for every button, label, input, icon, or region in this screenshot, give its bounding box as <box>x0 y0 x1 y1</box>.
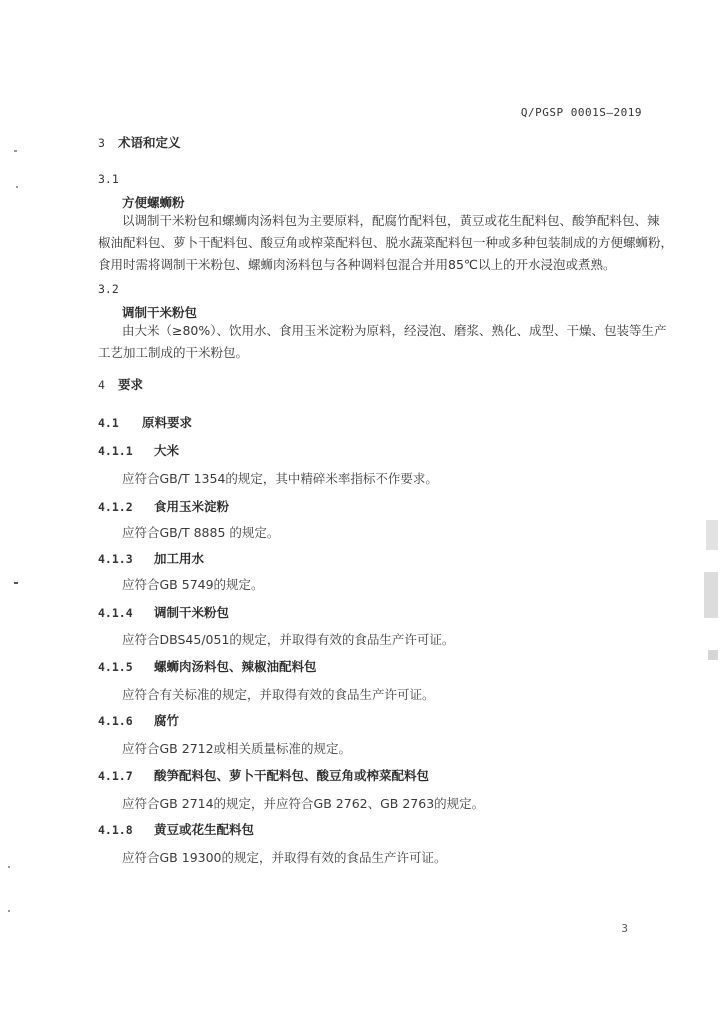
clause-number: 4.1.7 <box>98 769 133 783</box>
clause-title: 腐竹 <box>154 713 180 728</box>
clause-text: 应符合GB 2714的规定，并应符合GB 2762、GB 2763的规定。 <box>122 796 485 811</box>
clause-text: 应符合GB 5749的规定。 <box>122 577 264 592</box>
definition-line: 由大米（≥80%）、饮用水、食用玉米淀粉为原料，经浸泡、磨浆、熟化、成型、干燥、包装等生产 <box>122 323 667 338</box>
section-3-heading <box>98 134 181 152</box>
clause-text: 应符合GB/T 1354的规定，其中精碎米率指标不作要求。 <box>122 471 438 486</box>
term-number-text: 3.1 <box>98 172 119 186</box>
scan-speck <box>16 186 18 188</box>
clause-heading <box>98 821 254 839</box>
section-title: 要求 <box>118 377 144 392</box>
clause-number: 4.1.1 <box>98 444 133 458</box>
term-definition <box>98 210 674 276</box>
definition-line: 以调制干米粉包和螺蛳肉汤料包为主要原料，配腐竹配料包，黄豆或花生配料包、酸笋配料包、辣 <box>122 213 660 228</box>
scan-shadow <box>708 650 718 660</box>
scan-speck <box>14 582 18 584</box>
clause-number: 4.1.8 <box>98 823 133 837</box>
clause-heading <box>98 498 229 516</box>
subsection-number: 4.1 <box>98 416 119 430</box>
term-number <box>98 170 119 188</box>
section-title: 术语和定义 <box>118 135 181 150</box>
clause-title: 大米 <box>154 443 180 458</box>
clause-heading <box>98 550 204 568</box>
section-number: 3 <box>98 136 105 150</box>
section-4-heading <box>98 376 143 394</box>
clause-heading <box>98 604 229 622</box>
page-number: 3 <box>621 922 628 935</box>
clause-text: 应符合GB 19300的规定，并取得有效的食品生产许可证。 <box>122 850 447 865</box>
definition-line: 食用时需将调制干米粉包、螺蛳肉汤料包与各种调料包混合并用85℃以上的开水浸泡或煮熟。 <box>98 257 616 272</box>
clause-text: 应符合DBS45/051的规定，并取得有效的食品生产许可证。 <box>122 632 455 647</box>
clause-heading <box>98 658 317 676</box>
clause-title: 食用玉米淀粉 <box>154 499 230 514</box>
clause-text: 应符合GB 2712或相关质量标准的规定。 <box>122 741 352 756</box>
clause-title: 黄豆或花生配料包 <box>154 822 255 837</box>
section-number: 4 <box>98 378 105 392</box>
definition-line: 椒油配料包、萝卜干配料包、酸豆角或榨菜配料包、脱水蔬菜配料包一种或多种包装制成的方便螺蛳粉， <box>98 235 674 250</box>
clause-text: 应符合GB/T 8885 的规定。 <box>122 525 280 540</box>
scan-shadow <box>704 572 718 618</box>
clause-title: 调制干米粉包 <box>154 605 230 620</box>
clause-number: 4.1.6 <box>98 714 133 728</box>
term-number <box>98 280 119 298</box>
clause-title: 酸笋配料包、萝卜干配料包、酸豆角或榨菜配料包 <box>154 768 430 783</box>
clause-number: 4.1.4 <box>98 606 133 620</box>
scan-speck <box>14 150 17 152</box>
subsection-4-1-heading <box>98 414 192 432</box>
subsection-title: 原料要求 <box>142 415 193 430</box>
clause-text: 应符合有关标准的规定，并取得有效的食品生产许可证。 <box>122 687 435 702</box>
scan-shadow <box>706 520 718 550</box>
term-title: 方便螺蛳粉 <box>122 195 185 210</box>
clause-number: 4.1.5 <box>98 660 133 674</box>
term-number-text: 3.2 <box>98 282 119 296</box>
clause-title: 加工用水 <box>154 551 205 566</box>
clause-number: 4.1.2 <box>98 500 133 514</box>
term-title: 调制干米粉包 <box>122 305 198 320</box>
definition-line: 工艺加工制成的干米粉包。 <box>98 345 249 360</box>
clause-heading <box>98 767 429 785</box>
document-code: Q/PGSP 0001S—2019 <box>520 106 642 119</box>
clause-title: 螺蛳肉汤料包、辣椒油配料包 <box>154 659 317 674</box>
clause-heading <box>98 442 179 460</box>
clause-number: 4.1.3 <box>98 552 133 566</box>
term-definition <box>98 320 667 364</box>
scan-speck <box>8 910 10 912</box>
clause-heading <box>98 712 179 730</box>
scan-speck <box>8 866 10 868</box>
